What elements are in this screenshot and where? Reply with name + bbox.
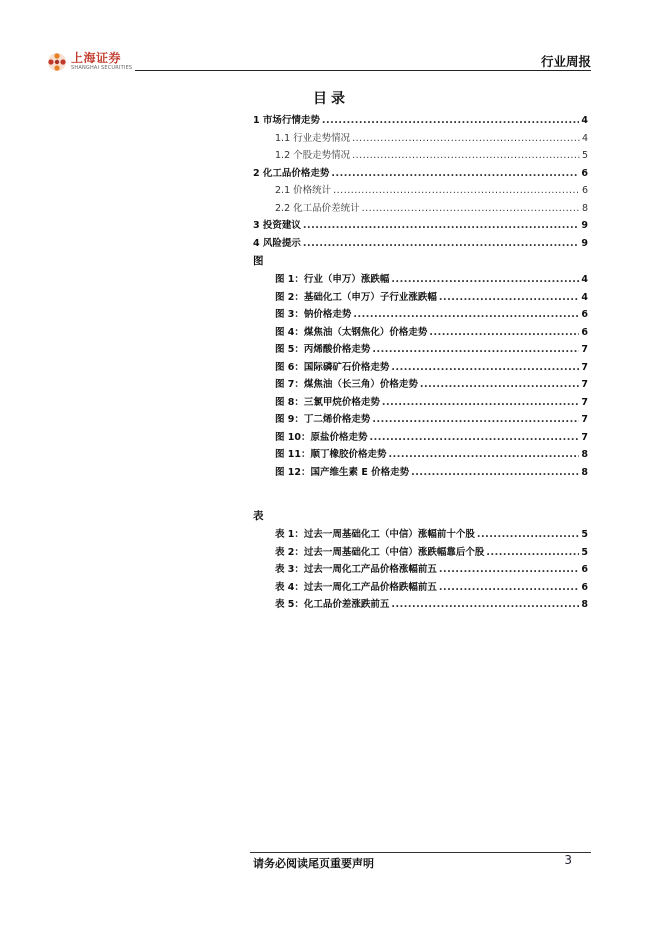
toc-entry[interactable]	[253, 182, 588, 200]
table-entry-page: 6	[581, 564, 588, 575]
figures-heading: 图	[253, 255, 264, 267]
toc-entry-page: 9	[581, 220, 588, 231]
leader-dots	[372, 411, 579, 429]
figure-entry-page: 6	[581, 326, 588, 338]
figure-list	[253, 271, 588, 481]
figure-entry-label: 图 1：行业（申万）涨跌幅	[275, 274, 390, 285]
table-list	[253, 526, 588, 614]
page-number: 3	[564, 853, 572, 867]
toc-sections	[253, 112, 588, 252]
toc-entry-page: 8	[581, 202, 588, 214]
figure-entry-label: 图 5：丙烯酸价格走势	[275, 344, 371, 355]
leader-dots	[439, 561, 579, 579]
leader-dots	[370, 429, 580, 447]
leader-dots	[439, 579, 579, 597]
table-entry-page: 6	[581, 581, 588, 593]
toc-entry-page: 4	[581, 115, 588, 126]
spacer	[253, 481, 588, 507]
brand-name-en: SHANGHAI SECURITIES	[71, 65, 133, 71]
toc-entry[interactable]	[253, 165, 588, 183]
report-type: 行业周报	[540, 54, 591, 69]
brand-logo	[47, 52, 132, 72]
table-entry[interactable]	[253, 561, 588, 579]
header-divider	[135, 70, 591, 71]
toc-entry[interactable]	[253, 217, 588, 235]
brand-name-cn: 上海证券	[71, 51, 122, 65]
toc-entry-label: 1.1 行业走势情况	[275, 132, 351, 144]
toc-entry[interactable]	[253, 147, 588, 165]
footer-divider	[250, 852, 591, 853]
table-entry-page: 5	[581, 546, 588, 558]
figure-entry-label: 图 12：国产维生素 E 价格走势	[275, 466, 410, 478]
figure-entry[interactable]	[253, 359, 588, 377]
table-of-contents	[253, 112, 588, 614]
figure-entry[interactable]	[253, 341, 588, 359]
table-entry-page: 5	[581, 529, 588, 540]
figure-entry[interactable]	[253, 289, 588, 307]
figure-entry-page: 7	[581, 344, 588, 355]
leader-dots	[382, 394, 579, 412]
leader-dots	[352, 130, 580, 148]
leader-dots	[322, 112, 579, 130]
leader-dots	[391, 359, 579, 377]
leader-dots	[303, 217, 579, 235]
tables-heading: 表	[253, 510, 264, 522]
figure-entry-page: 4	[581, 291, 588, 303]
leader-dots	[391, 271, 579, 289]
figure-entry[interactable]	[253, 411, 588, 429]
figure-entry-label: 图 10：原盐价格走势	[275, 431, 368, 443]
figure-entry-page: 4	[581, 274, 588, 285]
leader-dots	[389, 446, 580, 464]
figure-entry-page: 8	[581, 449, 588, 460]
table-entry-label: 表 2：过去一周基础化工（中信）涨跌幅靠后个股	[275, 546, 485, 558]
figure-entry-page: 8	[581, 466, 588, 478]
leader-dots	[429, 324, 579, 342]
leader-dots	[411, 464, 579, 482]
leader-dots	[391, 596, 579, 614]
leader-dots	[352, 147, 580, 165]
figure-entry-page: 7	[581, 396, 588, 408]
disclaimer-note: 请务必阅读尾页重要声明	[253, 857, 374, 870]
figure-entry[interactable]	[253, 376, 588, 394]
figure-entry[interactable]	[253, 306, 588, 324]
toc-entry-page: 6	[581, 185, 588, 196]
toc-entry[interactable]	[253, 200, 588, 218]
page-header	[0, 0, 662, 80]
table-entry-label: 表 4：过去一周化工产品价格跌幅前五	[275, 581, 437, 593]
toc-entry-label: 1 市场行情走势	[253, 115, 320, 126]
leader-dots	[486, 544, 579, 562]
figure-entry-label: 图 11：顺丁橡胶价格走势	[275, 449, 387, 460]
figure-entry[interactable]	[253, 429, 588, 447]
toc-title: 目录	[313, 91, 349, 107]
table-entry[interactable]	[253, 526, 588, 544]
figure-entry-page: 7	[581, 379, 588, 390]
figure-entry[interactable]	[253, 271, 588, 289]
toc-entry-page: 5	[581, 150, 588, 161]
table-entry[interactable]	[253, 544, 588, 562]
toc-entry-label: 3 投资建议	[253, 220, 301, 231]
figure-entry-page: 6	[581, 309, 588, 320]
leader-dots	[333, 182, 580, 200]
toc-entry-label: 2.2 化工品价差统计	[275, 202, 360, 214]
leader-dots	[439, 289, 579, 307]
figure-entry-label: 图 8：三氯甲烷价格走势	[275, 396, 380, 408]
toc-entry-page: 4	[581, 132, 588, 144]
figure-entry[interactable]	[253, 324, 588, 342]
toc-entry-page: 9	[581, 237, 588, 249]
leader-dots	[477, 526, 579, 544]
table-entry-label: 表 1：过去一周基础化工（中信）涨幅前十个股	[275, 529, 475, 540]
toc-entry[interactable]	[253, 112, 588, 130]
table-entry[interactable]	[253, 579, 588, 597]
table-entry-label: 表 5：化工品价差涨跌前五	[275, 599, 390, 610]
figure-entry[interactable]	[253, 394, 588, 412]
toc-entry[interactable]	[253, 235, 588, 253]
table-entry[interactable]	[253, 596, 588, 614]
figure-entry[interactable]	[253, 464, 588, 482]
leader-dots	[372, 341, 579, 359]
figure-entry-label: 图 9：丁二烯价格走势	[275, 414, 371, 425]
figure-entry[interactable]	[253, 446, 588, 464]
toc-entry-label: 2.1 价格统计	[275, 185, 332, 196]
figure-entry-label: 图 4：煤焦油（太钢焦化）价格走势	[275, 326, 428, 338]
figure-entry-label: 图 2：基础化工（申万）子行业涨跌幅	[275, 291, 437, 303]
leader-dots	[353, 306, 579, 324]
figure-entry-label: 图 7：煤焦油（长三角）价格走势	[275, 379, 418, 390]
figure-entry-page: 7	[581, 431, 588, 443]
leader-dots	[331, 165, 579, 183]
toc-entry-label: 2 化工品价格走势	[253, 167, 330, 179]
figure-entry-page: 7	[581, 414, 588, 425]
toc-entry-label: 4 风险提示	[253, 237, 301, 249]
figure-entry-label: 图 3：钠价格走势	[275, 309, 352, 320]
toc-entry-label: 1.2 个股走势情况	[275, 150, 351, 161]
table-entry-label: 表 3：过去一周化工产品价格涨幅前五	[275, 564, 437, 575]
brand-emblem-icon	[47, 52, 67, 72]
toc-entry[interactable]	[253, 130, 588, 148]
table-entry-page: 8	[581, 599, 588, 610]
toc-entry-page: 6	[581, 167, 588, 179]
figure-entry-label: 图 6：国际磷矿石价格走势	[275, 361, 390, 373]
leader-dots	[362, 200, 580, 218]
leader-dots	[303, 235, 579, 253]
leader-dots	[420, 376, 579, 394]
figure-entry-page: 7	[581, 361, 588, 373]
